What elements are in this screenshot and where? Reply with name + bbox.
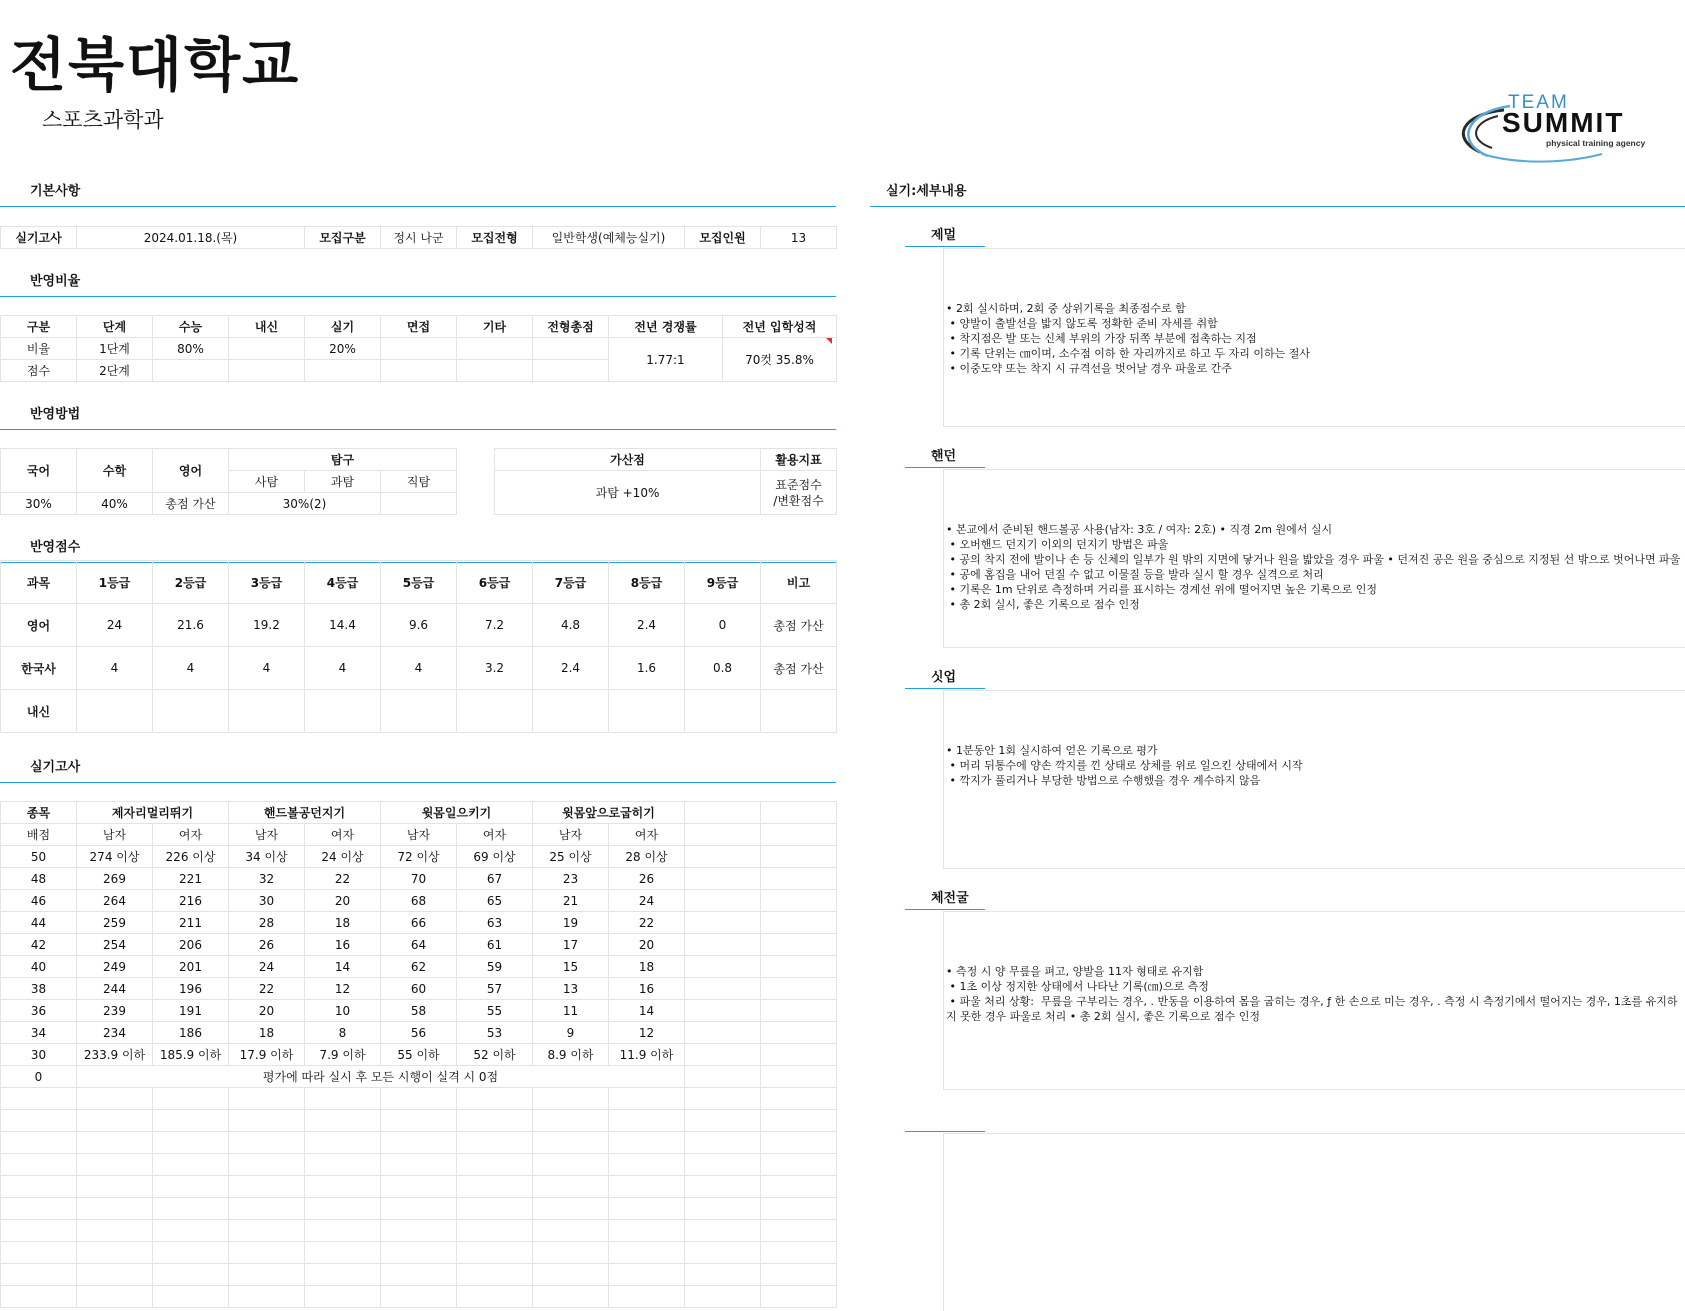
practical-cell: 42 bbox=[1, 934, 77, 956]
practical-cell: 234 bbox=[77, 1022, 153, 1044]
event-title-3 bbox=[905, 662, 985, 689]
ratio-cell: 80% bbox=[153, 338, 229, 360]
practical-cell: 55 bbox=[457, 1000, 533, 1022]
ratio-cell bbox=[381, 338, 457, 360]
practical-cell: 25 이상 bbox=[533, 846, 609, 868]
practical-cell: 14 bbox=[609, 1000, 685, 1022]
practical-header: 제자리멀리뛰기 bbox=[77, 802, 229, 824]
practical-cell: 28 이상 bbox=[609, 846, 685, 868]
event-title-text: 체전굴 bbox=[931, 891, 969, 906]
practical-cell: 15 bbox=[533, 956, 609, 978]
score-cell: 0 bbox=[685, 604, 761, 647]
practical-cell: 216 bbox=[153, 890, 229, 912]
practical-cell: 34 이상 bbox=[229, 846, 305, 868]
practical-cell: 8 bbox=[305, 1022, 381, 1044]
practical-row bbox=[1, 956, 837, 978]
empty-grid-row bbox=[1, 1110, 837, 1132]
practical-cell: 36 bbox=[1, 1000, 77, 1022]
practical-cell: 44 bbox=[1, 912, 77, 934]
practical-cell: 221 bbox=[153, 868, 229, 890]
ratio-header: 단계 bbox=[77, 316, 153, 338]
practical-cell: 69 이상 bbox=[457, 846, 533, 868]
basic-label-admission-type: 모집전형 bbox=[457, 227, 533, 249]
practical-cell: 17 bbox=[533, 934, 609, 956]
practical-cell: 24 bbox=[229, 956, 305, 978]
practical-cell: 259 bbox=[77, 912, 153, 934]
score-header: 9등급 bbox=[685, 561, 761, 604]
method-header-english: 영어 bbox=[153, 449, 229, 493]
index-header: 활용지표 bbox=[761, 449, 837, 471]
basic-label-exam-date: 실기고사 bbox=[1, 227, 77, 249]
event-detail-line: • 측정 시 양 무릎을 펴고, 양발을 11자 형태로 유지함 bbox=[946, 965, 1204, 978]
practical-cell: 52 이하 bbox=[457, 1044, 533, 1066]
practical-cell: 12 bbox=[305, 978, 381, 1000]
practical-subheader: 남자 bbox=[229, 824, 305, 846]
practical-zero-row bbox=[1, 1066, 837, 1088]
practical-row bbox=[1, 868, 837, 890]
empty-grid-row bbox=[1, 1242, 837, 1264]
ratio-cell bbox=[457, 360, 533, 382]
practical-cell: 239 bbox=[77, 1000, 153, 1022]
practical-header: 종목 bbox=[1, 802, 77, 824]
score-header: 5등급 bbox=[381, 561, 457, 604]
practical-cell: 11.9 이하 bbox=[609, 1044, 685, 1066]
practical-cell: 28 bbox=[229, 912, 305, 934]
practical-cell: 57 bbox=[457, 978, 533, 1000]
score-cell: 4 bbox=[153, 647, 229, 690]
score-header: 3등급 bbox=[229, 561, 305, 604]
score-cell: 2.4 bbox=[533, 647, 609, 690]
section-score-title: 반영점수 bbox=[30, 540, 81, 555]
event-detail-line: • 착지점은 발 또는 신체 부위의 가장 뒤쪽 부분에 접촉하는 지점 bbox=[946, 332, 1257, 345]
practical-cell: 244 bbox=[77, 978, 153, 1000]
event-title-4 bbox=[905, 883, 985, 910]
ratio-header: 수능 bbox=[153, 316, 229, 338]
score-cell: 4 bbox=[229, 647, 305, 690]
score-cell: 4 bbox=[77, 647, 153, 690]
practical-table bbox=[0, 801, 837, 1308]
practical-cell: 10 bbox=[305, 1000, 381, 1022]
event-detail-line: • 공에 홈집을 내어 던질 수 없고 이물질 등을 발라 실시 할 경우 실격으로 처리 bbox=[946, 568, 1324, 581]
method-value-inquiry: 30%(2) bbox=[229, 493, 381, 515]
practical-cell: 64 bbox=[381, 934, 457, 956]
department-subtitle: 스포츠과학과 bbox=[42, 108, 164, 132]
score-header: 2등급 bbox=[153, 561, 229, 604]
ratio-row-1 bbox=[1, 338, 837, 360]
practical-subheader: 여자 bbox=[609, 824, 685, 846]
ratio-cell bbox=[533, 360, 609, 382]
practical-subheader: 남자 bbox=[77, 824, 153, 846]
empty-grid-row bbox=[1, 1132, 837, 1154]
practical-zero-note: 평가에 따라 실시 후 모든 시행이 실격 시 0점 bbox=[77, 1066, 685, 1088]
practical-cell: 24 bbox=[609, 890, 685, 912]
score-header: 1등급 bbox=[77, 561, 153, 604]
score-header: 7등급 bbox=[533, 561, 609, 604]
practical-cell: 274 이상 bbox=[77, 846, 153, 868]
score-row-korean-history bbox=[1, 647, 837, 690]
ratio-header: 전년 경쟁률 bbox=[609, 316, 723, 338]
practical-cell: 7.9 이하 bbox=[305, 1044, 381, 1066]
practical-header: 윗몸앞으로굽히기 bbox=[533, 802, 685, 824]
score-cell: 14.4 bbox=[305, 604, 381, 647]
practical-cell: 13 bbox=[533, 978, 609, 1000]
score-cell: 1.6 bbox=[609, 647, 685, 690]
practical-cell: 30 bbox=[229, 890, 305, 912]
score-table bbox=[0, 560, 837, 733]
ratio-cell bbox=[153, 360, 229, 382]
practical-subheader: 남자 bbox=[381, 824, 457, 846]
section-practical-title: 실기고사 bbox=[30, 760, 81, 775]
basic-value-quota: 13 bbox=[761, 227, 837, 249]
practical-header: 윗몸일으키기 bbox=[381, 802, 533, 824]
ratio-cell bbox=[305, 360, 381, 382]
ratio-header: 내신 bbox=[229, 316, 305, 338]
practical-cell: 264 bbox=[77, 890, 153, 912]
practical-cell: 46 bbox=[1, 890, 77, 912]
event-detail-line: • 기록 단위는 ㎝이며, 소수점 이하 한 자리까지로 하고 두 자리 이하는 절사 bbox=[946, 347, 1310, 360]
practical-subheader: 배점 bbox=[1, 824, 77, 846]
ratio-header: 전형총점 bbox=[533, 316, 609, 338]
practical-cell: 62 bbox=[381, 956, 457, 978]
practical-cell: 60 bbox=[381, 978, 457, 1000]
ratio-cell bbox=[229, 338, 305, 360]
practical-subheader-row bbox=[1, 824, 837, 846]
practical-cell: 68 bbox=[381, 890, 457, 912]
bonus-table bbox=[494, 448, 837, 515]
basic-value-admission-type: 일반학생(예체능실기) bbox=[533, 227, 685, 249]
ratio-header: 기타 bbox=[457, 316, 533, 338]
section-basic-title: 기본사항 bbox=[30, 184, 81, 199]
event-detail-line: • 머리 뒤통수에 양손 깍지를 낀 상태로 상체를 위로 일으킨 상태에서 시작 bbox=[946, 759, 1303, 772]
ratio-cell: 1단계 bbox=[77, 338, 153, 360]
section-basic bbox=[0, 176, 836, 207]
practical-header: 핸드볼공던지기 bbox=[229, 802, 381, 824]
practical-cell: 22 bbox=[229, 978, 305, 1000]
event-detail-box bbox=[943, 469, 1685, 648]
event-detail-line: • 파울 처리 상황: 무릎을 구부리는 경우, . 반동을 이용하여 몸을 굽히는 경우, ƒ 한 손으로 미는 경우, . 측정 시 측정기에서 떨어지는 경우, 1초를 유지하지 못한 경우 파울로 처리 • 총 2회 실시, 좋은 기록으로 점수 인정 bbox=[946, 995, 1678, 1023]
score-row-gpa bbox=[1, 690, 837, 733]
practical-cell: 20 bbox=[229, 1000, 305, 1022]
event-title-text: 핸던 bbox=[931, 449, 957, 464]
practical-cell: 19 bbox=[533, 912, 609, 934]
team-summit-logo bbox=[1452, 92, 1672, 168]
method-sub-vocational: 직탐 bbox=[381, 471, 457, 493]
practical-cell: 191 bbox=[153, 1000, 229, 1022]
score-cell: 0.8 bbox=[685, 647, 761, 690]
method-header-korean: 국어 bbox=[1, 449, 77, 493]
score-cell: 21.6 bbox=[153, 604, 229, 647]
practical-cell: 254 bbox=[77, 934, 153, 956]
score-cell: 총점 가산 bbox=[761, 647, 837, 690]
practical-row bbox=[1, 912, 837, 934]
score-cell: 24 bbox=[77, 604, 153, 647]
practical-cell: 26 bbox=[229, 934, 305, 956]
basic-label-recruit-type: 모집구분 bbox=[305, 227, 381, 249]
practical-cell: 211 bbox=[153, 912, 229, 934]
practical-row bbox=[1, 934, 837, 956]
empty-grid-row bbox=[1, 1220, 837, 1242]
event-detail-line: • 깍지가 풀리거나 부당한 방법으로 수행했을 경우 계수하지 않음 bbox=[946, 774, 1261, 787]
ratio-cell bbox=[229, 360, 305, 382]
ratio-header: 실기 bbox=[305, 316, 381, 338]
section-ratio-title: 반영비율 bbox=[30, 274, 81, 289]
practical-cell: 11 bbox=[533, 1000, 609, 1022]
event-detail-box bbox=[943, 248, 1685, 427]
score-row-english bbox=[1, 604, 837, 647]
practical-cell: 56 bbox=[381, 1022, 457, 1044]
basic-label-quota: 모집인원 bbox=[685, 227, 761, 249]
score-header: 4등급 bbox=[305, 561, 381, 604]
practical-cell: 8.9 이하 bbox=[533, 1044, 609, 1066]
empty-grid-row bbox=[1, 1088, 837, 1110]
score-cell: 4 bbox=[381, 647, 457, 690]
practical-cell: 12 bbox=[609, 1022, 685, 1044]
practical-cell: 22 bbox=[305, 868, 381, 890]
method-sub-social: 사탐 bbox=[229, 471, 305, 493]
practical-cell: 186 bbox=[153, 1022, 229, 1044]
ratio-cell: 2단계 bbox=[77, 360, 153, 382]
event-title-2 bbox=[905, 441, 985, 468]
score-cell: 9.6 bbox=[381, 604, 457, 647]
event-title-text: 제멀 bbox=[931, 228, 957, 243]
practical-cell: 18 bbox=[305, 912, 381, 934]
practical-cell: 40 bbox=[1, 956, 77, 978]
event-detail-line: • 1초 이상 정지한 상태에서 나타난 기록(㎝)으로 측정 bbox=[946, 980, 1209, 993]
ratio-cell bbox=[381, 360, 457, 382]
practical-subheader: 여자 bbox=[457, 824, 533, 846]
section-method bbox=[0, 399, 836, 430]
method-value-korean: 30% bbox=[1, 493, 77, 515]
method-header-math: 수학 bbox=[77, 449, 153, 493]
ratio-header: 구분 bbox=[1, 316, 77, 338]
practical-row bbox=[1, 978, 837, 1000]
practical-cell: 226 이상 bbox=[153, 846, 229, 868]
university-title: 전북대학교 bbox=[10, 31, 301, 99]
logo-team-text: TEAM bbox=[1508, 92, 1569, 113]
practical-cell: 20 bbox=[609, 934, 685, 956]
score-cell: 4 bbox=[305, 647, 381, 690]
practical-cell: 249 bbox=[77, 956, 153, 978]
practical-row bbox=[1, 1044, 837, 1066]
practical-cell: 67 bbox=[457, 868, 533, 890]
score-cell: 3.2 bbox=[457, 647, 533, 690]
score-header-row bbox=[1, 561, 837, 604]
practical-subheader: 남자 bbox=[533, 824, 609, 846]
ratio-cell bbox=[533, 338, 609, 360]
score-header: 6등급 bbox=[457, 561, 533, 604]
event-detail-box bbox=[943, 690, 1685, 869]
ratio-cell bbox=[457, 338, 533, 360]
practical-cell: 201 bbox=[153, 956, 229, 978]
section-detail-title: 실기:세부내용 bbox=[886, 184, 967, 199]
practical-cell: 26 bbox=[609, 868, 685, 890]
practical-cell: 59 bbox=[457, 956, 533, 978]
practical-cell: 9 bbox=[533, 1022, 609, 1044]
section-practical bbox=[0, 752, 836, 783]
practical-cell: 50 bbox=[1, 846, 77, 868]
practical-cell: 24 이상 bbox=[305, 846, 381, 868]
event-detail-line: • 기록은 1m 단위로 측정하며 거리를 표시하는 경계선 위에 떨어지면 높은 기록으로 인정 bbox=[946, 583, 1377, 596]
practical-cell: 20 bbox=[305, 890, 381, 912]
practical-cell: 72 이상 bbox=[381, 846, 457, 868]
score-cell: 19.2 bbox=[229, 604, 305, 647]
event-detail-line: • 이중도약 또는 착지 시 규격선을 벗어날 경우 파울로 간주 bbox=[946, 362, 1232, 375]
practical-row bbox=[1, 846, 837, 868]
empty-grid-row bbox=[1, 1264, 837, 1286]
practical-cell: 16 bbox=[609, 978, 685, 1000]
comment-indicator bbox=[826, 338, 832, 344]
empty-grid-row bbox=[1, 1198, 837, 1220]
practical-cell: 23 bbox=[533, 868, 609, 890]
practical-cell: 196 bbox=[153, 978, 229, 1000]
practical-cell: 233.9 이하 bbox=[77, 1044, 153, 1066]
practical-cell: 206 bbox=[153, 934, 229, 956]
method-value-english: 총점 가산 bbox=[153, 493, 229, 515]
logo-tagline-text: physical training agency bbox=[1546, 138, 1646, 148]
practical-row bbox=[1, 890, 837, 912]
method-table bbox=[0, 448, 457, 515]
practical-zero-label: 0 bbox=[1, 1066, 77, 1088]
practical-cell: 53 bbox=[457, 1022, 533, 1044]
practical-row bbox=[1, 1000, 837, 1022]
ratio-admission-value: 70컷 35.8% bbox=[723, 338, 837, 382]
ratio-table bbox=[0, 315, 837, 382]
basic-value-exam-date: 2024.01.18.(목) bbox=[77, 227, 305, 249]
empty-grid-row bbox=[1, 1154, 837, 1176]
score-header: 8등급 bbox=[609, 561, 685, 604]
empty-grid-row bbox=[1, 1176, 837, 1198]
practical-cell: 58 bbox=[381, 1000, 457, 1022]
score-cell: 한국사 bbox=[1, 647, 77, 690]
score-cell: 영어 bbox=[1, 604, 77, 647]
ratio-header: 면접 bbox=[381, 316, 457, 338]
section-method-title: 반영방법 bbox=[30, 407, 81, 422]
event-detail-line: • 오버핸드 던지기 이외의 던지기 방법은 파울 bbox=[946, 538, 1169, 551]
basic-value-recruit-type: 정시 나군 bbox=[381, 227, 457, 249]
event-detail-line: • 본교에서 준비된 핸드볼공 사용(남자: 3호 / 여자: 2호) • 직경 2m 원에서 실시 bbox=[946, 523, 1333, 536]
practical-cell: 17.9 이하 bbox=[229, 1044, 305, 1066]
basic-info-table bbox=[0, 226, 837, 249]
practical-cell: 30 bbox=[1, 1044, 77, 1066]
practical-subheader: 여자 bbox=[305, 824, 381, 846]
practical-cell: 34 bbox=[1, 1022, 77, 1044]
event-detail-box bbox=[943, 911, 1685, 1090]
practical-cell: 14 bbox=[305, 956, 381, 978]
index-value: 표준점수 /변환점수 bbox=[761, 471, 837, 515]
practical-cell: 32 bbox=[229, 868, 305, 890]
score-cell: 내신 bbox=[1, 690, 77, 733]
practical-row bbox=[1, 1022, 837, 1044]
practical-cell: 61 bbox=[457, 934, 533, 956]
practical-cell: 38 bbox=[1, 978, 77, 1000]
practical-cell: 269 bbox=[77, 868, 153, 890]
method-value-math: 40% bbox=[77, 493, 153, 515]
ratio-competition-value: 1.77:1 bbox=[609, 338, 723, 382]
practical-cell: 63 bbox=[457, 912, 533, 934]
event-detail-line: • 1분동안 1회 실시하여 얻은 기록으로 평가 bbox=[946, 744, 1158, 757]
method-sub-science: 과탐 bbox=[305, 471, 381, 493]
empty-subsection-underline bbox=[905, 1131, 985, 1132]
section-score bbox=[0, 532, 836, 563]
event-detail-line: • 총 2회 실시, 좋은 기록으로 점수 인정 bbox=[946, 598, 1140, 611]
practical-cell: 55 이하 bbox=[381, 1044, 457, 1066]
score-cell: 2.4 bbox=[609, 604, 685, 647]
event-detail-line: • 2회 실시하며, 2회 중 상위기록을 최종점수로 함 bbox=[946, 302, 1186, 315]
event-title-text: 싯업 bbox=[931, 670, 957, 685]
practical-cell: 18 bbox=[229, 1022, 305, 1044]
ratio-cell: 점수 bbox=[1, 360, 77, 382]
event-title-1 bbox=[905, 220, 985, 247]
score-header: 비고 bbox=[761, 561, 837, 604]
practical-cell: 21 bbox=[533, 890, 609, 912]
ratio-header-row bbox=[1, 316, 837, 338]
empty-grid-row bbox=[1, 1286, 837, 1308]
score-cell: 7.2 bbox=[457, 604, 533, 647]
section-detail bbox=[870, 176, 1685, 207]
ratio-cell: 비율 bbox=[1, 338, 77, 360]
method-header-inquiry: 탐구 bbox=[229, 449, 457, 471]
practical-header-row bbox=[1, 802, 837, 824]
practical-subheader: 여자 bbox=[153, 824, 229, 846]
empty-detail-box bbox=[943, 1133, 1685, 1311]
practical-cell: 70 bbox=[381, 868, 457, 890]
logo-summit-text: SUMMIT bbox=[1502, 107, 1625, 138]
bonus-header: 가산점 bbox=[495, 449, 761, 471]
score-cell: 4.8 bbox=[533, 604, 609, 647]
practical-cell: 65 bbox=[457, 890, 533, 912]
score-header: 과목 bbox=[1, 561, 77, 604]
practical-cell: 48 bbox=[1, 868, 77, 890]
bonus-value: 과탐 +10% bbox=[495, 471, 761, 515]
practical-cell: 16 bbox=[305, 934, 381, 956]
practical-cell: 18 bbox=[609, 956, 685, 978]
ratio-header: 전년 입학성적 bbox=[723, 316, 837, 338]
event-detail-line: • 공의 착지 전에 발이나 손 등 신체의 일부가 원 밖의 지면에 닿거나 원을 밟았을 경우 파울 • 던져진 공은 원을 중심으로 지정된 선 밖으로 벗어나면 파울 bbox=[946, 553, 1681, 566]
practical-cell: 22 bbox=[609, 912, 685, 934]
score-cell: 총점 가산 bbox=[761, 604, 837, 647]
section-ratio bbox=[0, 266, 836, 297]
ratio-cell: 20% bbox=[305, 338, 381, 360]
practical-cell: 185.9 이하 bbox=[153, 1044, 229, 1066]
practical-cell: 66 bbox=[381, 912, 457, 934]
event-detail-line: • 양발이 출발선을 밟지 않도록 정확한 준비 자세를 취함 bbox=[946, 317, 1218, 330]
